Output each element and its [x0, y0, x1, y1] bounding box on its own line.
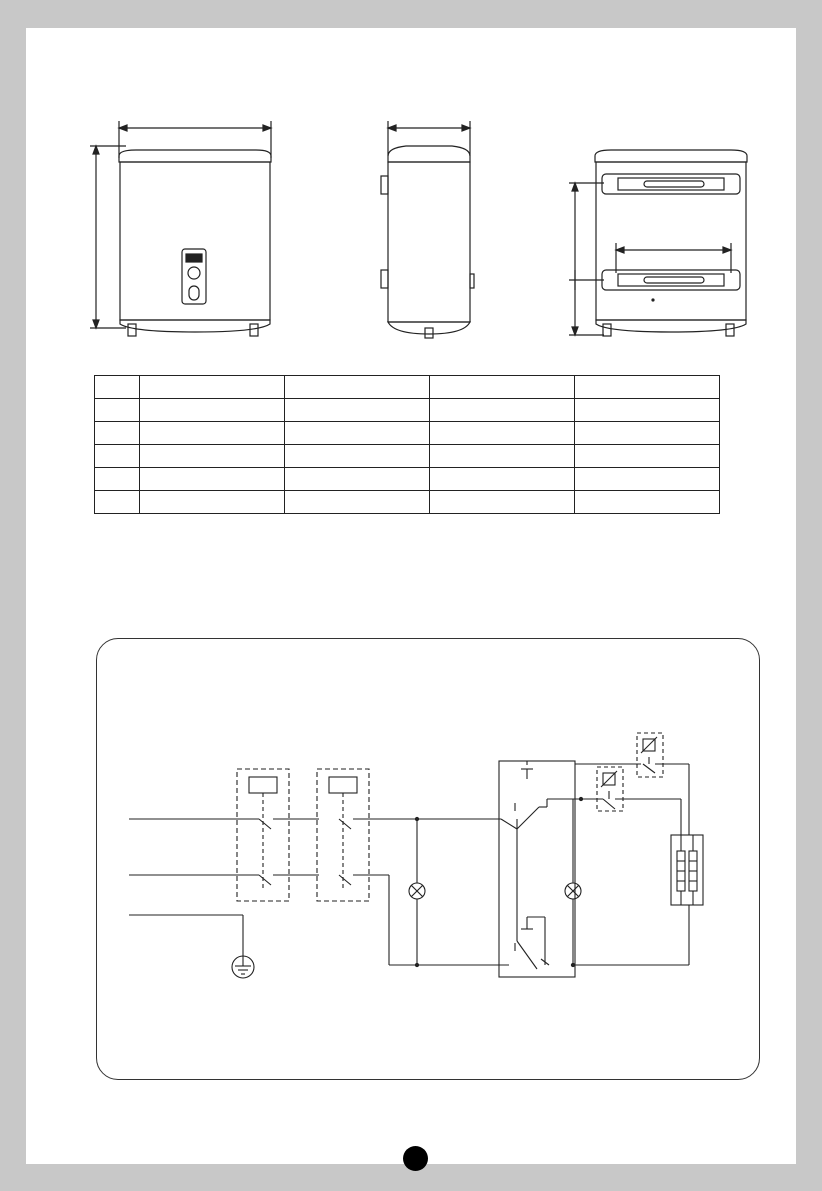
table-cell [430, 491, 575, 514]
ground-icon [232, 956, 254, 978]
table-cell [140, 468, 285, 491]
table-cell [575, 399, 720, 422]
table-cell [430, 422, 575, 445]
thermostat-icon [597, 767, 623, 811]
leakage-switch-1 [237, 769, 319, 901]
table-cell [140, 376, 285, 399]
table-cell [575, 468, 720, 491]
table-row [95, 422, 720, 445]
table-cell [140, 422, 285, 445]
wiring-diagram-panel [96, 638, 760, 1080]
table-cell [285, 445, 430, 468]
table-cell [285, 376, 430, 399]
table-cell [430, 468, 575, 491]
table-row [95, 491, 720, 514]
wiring-diagram [97, 639, 761, 1081]
spec-table [94, 375, 720, 514]
front-view [90, 121, 271, 336]
table-cell [95, 491, 140, 514]
table-cell [95, 468, 140, 491]
product-drawings [26, 28, 796, 368]
table-cell [575, 445, 720, 468]
side-view [381, 121, 474, 338]
table-cell [575, 422, 720, 445]
table-cell [140, 399, 285, 422]
table-row [95, 445, 720, 468]
table-cell [575, 491, 720, 514]
table-cell [285, 468, 430, 491]
lamp-icon [409, 883, 425, 899]
leakage-switch-2 [317, 769, 501, 901]
page [26, 28, 796, 1164]
table-cell [95, 445, 140, 468]
table-row [95, 376, 720, 399]
heating-element-icon [671, 835, 703, 905]
thermostat-icon [637, 733, 663, 777]
table-cell [430, 376, 575, 399]
back-view [569, 150, 747, 336]
table-cell [285, 422, 430, 445]
table-cell [140, 491, 285, 514]
table-cell [140, 445, 285, 468]
table-cell [430, 399, 575, 422]
table-row [95, 399, 720, 422]
table-cell [285, 399, 430, 422]
table-row [95, 468, 720, 491]
table-cell [575, 376, 720, 399]
page-number-badge [403, 1146, 428, 1171]
lamp-icon [565, 883, 581, 899]
table-cell [95, 422, 140, 445]
table-cell [95, 376, 140, 399]
table-cell [285, 491, 430, 514]
table-cell [95, 399, 140, 422]
table-cell [430, 445, 575, 468]
